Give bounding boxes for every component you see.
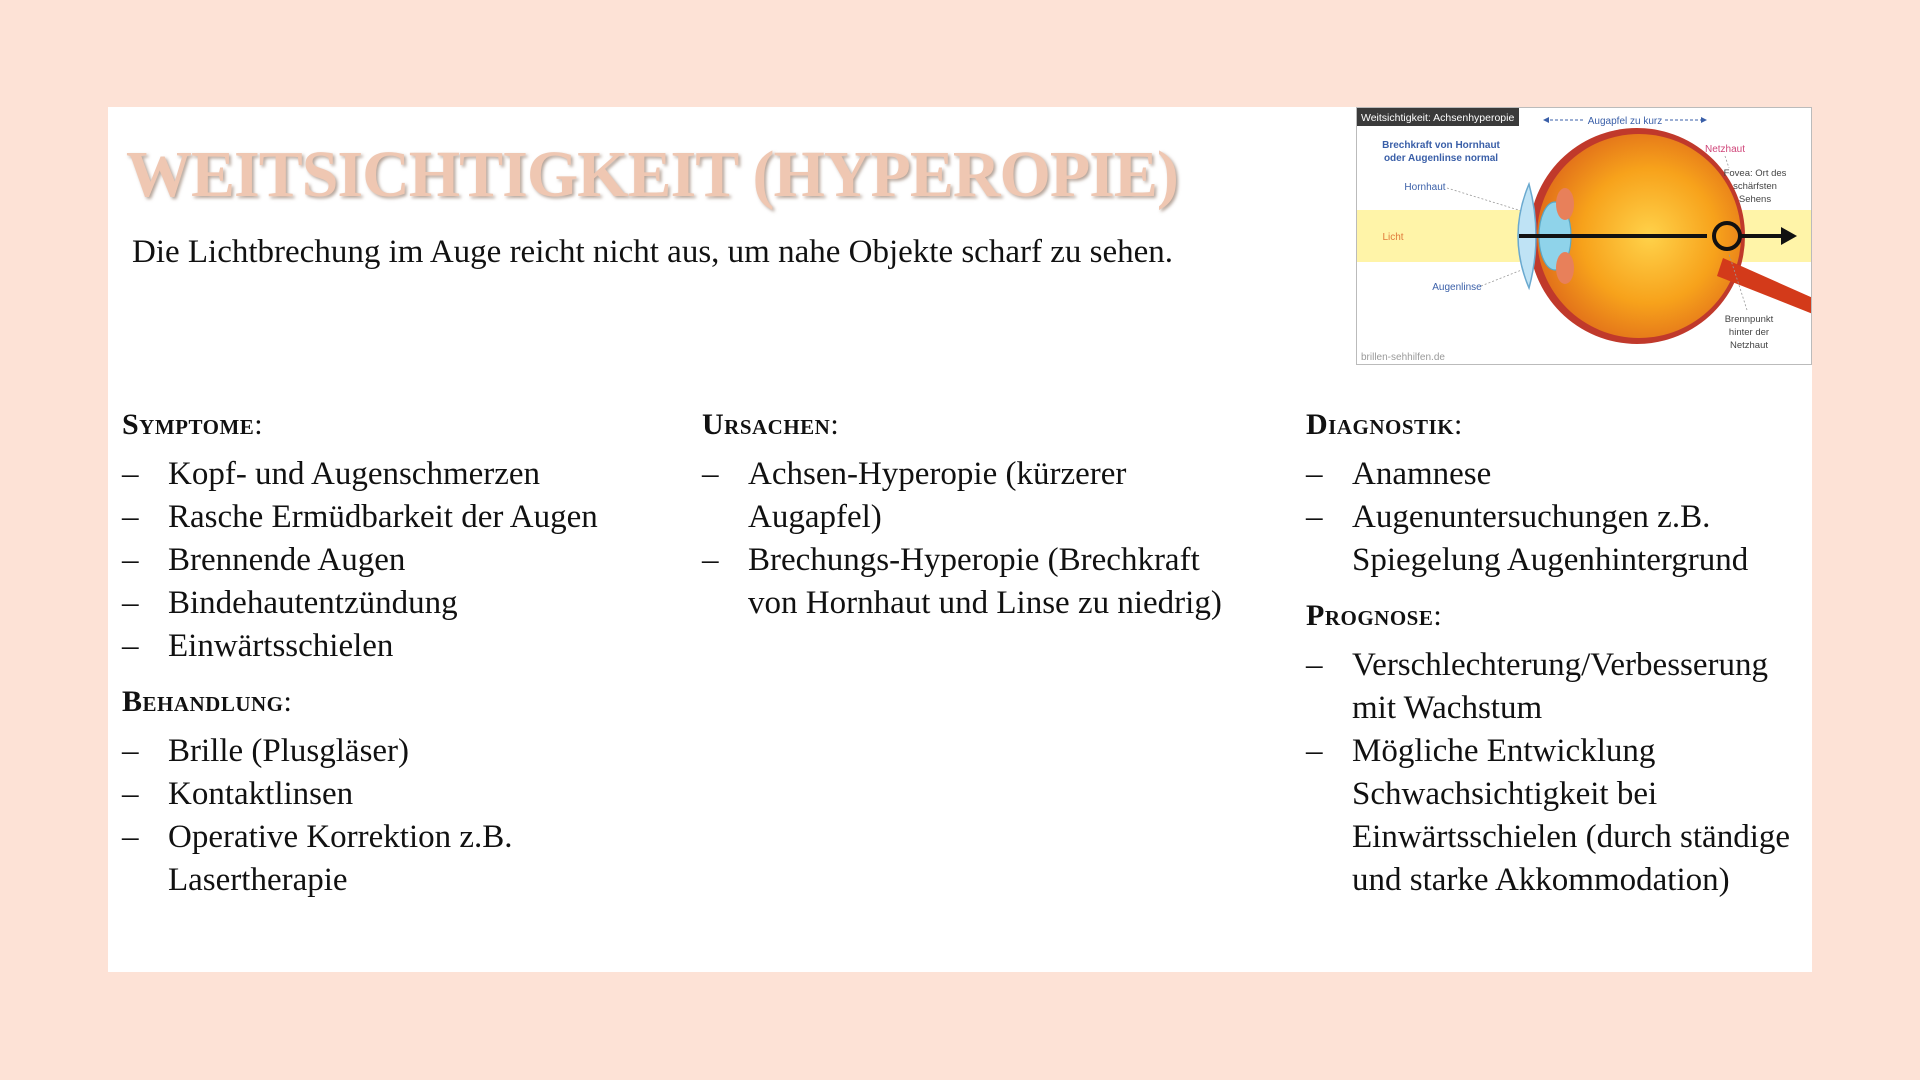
brennpunkt-label-3: Netzhaut — [1729, 340, 1769, 351]
behandlung-heading: Behandlung: — [122, 685, 293, 718]
list-item: – Operative Korrektion z.B. Lasertherapie — [122, 816, 642, 902]
fovea-label-1: Fovea: Ort des — [1723, 168, 1787, 179]
figure-source: brillen-sehhilfen.de — [1361, 352, 1445, 363]
list-item: – Kopf- und Augenschmerzen — [122, 453, 642, 496]
augenlinse-label: Augenlinse — [1432, 282, 1482, 293]
length-arrow-right — [1701, 117, 1707, 123]
column-middle — [702, 405, 1222, 639]
list-item: – Rasche Ermüdbarkeit der Augen — [122, 496, 642, 539]
fovea-label-3: Sehens — [1738, 194, 1772, 205]
fovea-label-2: schärfsten — [1733, 181, 1777, 192]
netzhaut-label: Netzhaut — [1704, 144, 1746, 155]
prognose-heading-text: Prognose — [1306, 599, 1434, 632]
hornhaut-pointer — [1447, 188, 1525, 212]
ursachen-heading-text: Ursachen — [702, 408, 831, 441]
eye-diagram-svg — [1357, 108, 1812, 365]
list-item: – Brille (Plusgläser) — [122, 730, 642, 773]
list-item: – Brechungs-Hyperopie (Brechkraft von Hornhaut und Linse zu niedrig) — [702, 539, 1222, 625]
list-item: – Einwärtsschielen — [122, 625, 642, 668]
brennpunkt-label-2: hinter der — [1728, 327, 1770, 338]
iris-bottom — [1556, 252, 1574, 284]
diagnostik-list — [1306, 453, 1806, 582]
behandlung-list — [122, 730, 642, 902]
page-title: WEITSICHTIGKEIT (HYPEROPIE) — [126, 138, 1178, 211]
brechkraft-label-1: Brechkraft von Hornhaut — [1382, 140, 1500, 151]
diagnostik-heading: Diagnostik: — [1306, 408, 1463, 441]
slide — [108, 107, 1812, 972]
netzhaut-pointer — [1725, 156, 1729, 168]
symptome-heading: Symptome: — [122, 408, 264, 441]
ursachen-heading: Ursachen: — [702, 408, 840, 441]
length-arrow-left — [1543, 117, 1549, 123]
licht-label: Licht — [1382, 232, 1404, 243]
column-right — [1306, 405, 1806, 916]
list-item: – Kontaktlinsen — [122, 773, 642, 816]
iris-top — [1556, 188, 1574, 220]
figure-header: Weitsichtigkeit: Achsenhyperopie — [1361, 112, 1515, 124]
list-item: – Brennende Augen — [122, 539, 642, 582]
prognose-list — [1306, 644, 1806, 902]
symptome-list — [122, 453, 642, 668]
brechkraft-label-2: oder Augenlinse normal — [1383, 153, 1499, 164]
list-item: – Anamnese — [1306, 453, 1806, 496]
behandlung-heading-text: Behandlung — [122, 685, 284, 718]
list-item: – Mögliche Entwicklung Schwachsichtigkeit bei Einwärtsschielen (durch ständige und starke Akkommodation) — [1306, 730, 1806, 902]
length-label: Augapfel zu kurz — [1587, 116, 1663, 127]
hyperopia-eye-diagram — [1356, 107, 1812, 365]
brennpunkt-label-1: Brennpunkt — [1724, 314, 1774, 325]
list-item: – Bindehautentzündung — [122, 582, 642, 625]
intro-text: Die Lichtbrechung im Auge reicht nicht aus, um nahe Objekte scharf zu sehen. — [132, 234, 1173, 270]
list-item: – Augenuntersuchungen z.B. Spiegelung Augenhintergrund — [1306, 496, 1806, 582]
column-left — [122, 405, 642, 916]
list-item: – Achsen-Hyperopie (kürzerer Augapfel) — [702, 453, 1222, 539]
symptome-heading-text: Symptome — [122, 408, 255, 441]
prognose-heading: Prognose: — [1306, 599, 1443, 632]
diagnostik-heading-text: Diagnostik — [1306, 408, 1455, 441]
ursachen-list — [702, 453, 1222, 625]
hornhaut-label: Hornhaut — [1404, 182, 1446, 193]
list-item: – Verschlechterung/Verbesserung mit Wachstum — [1306, 644, 1806, 730]
